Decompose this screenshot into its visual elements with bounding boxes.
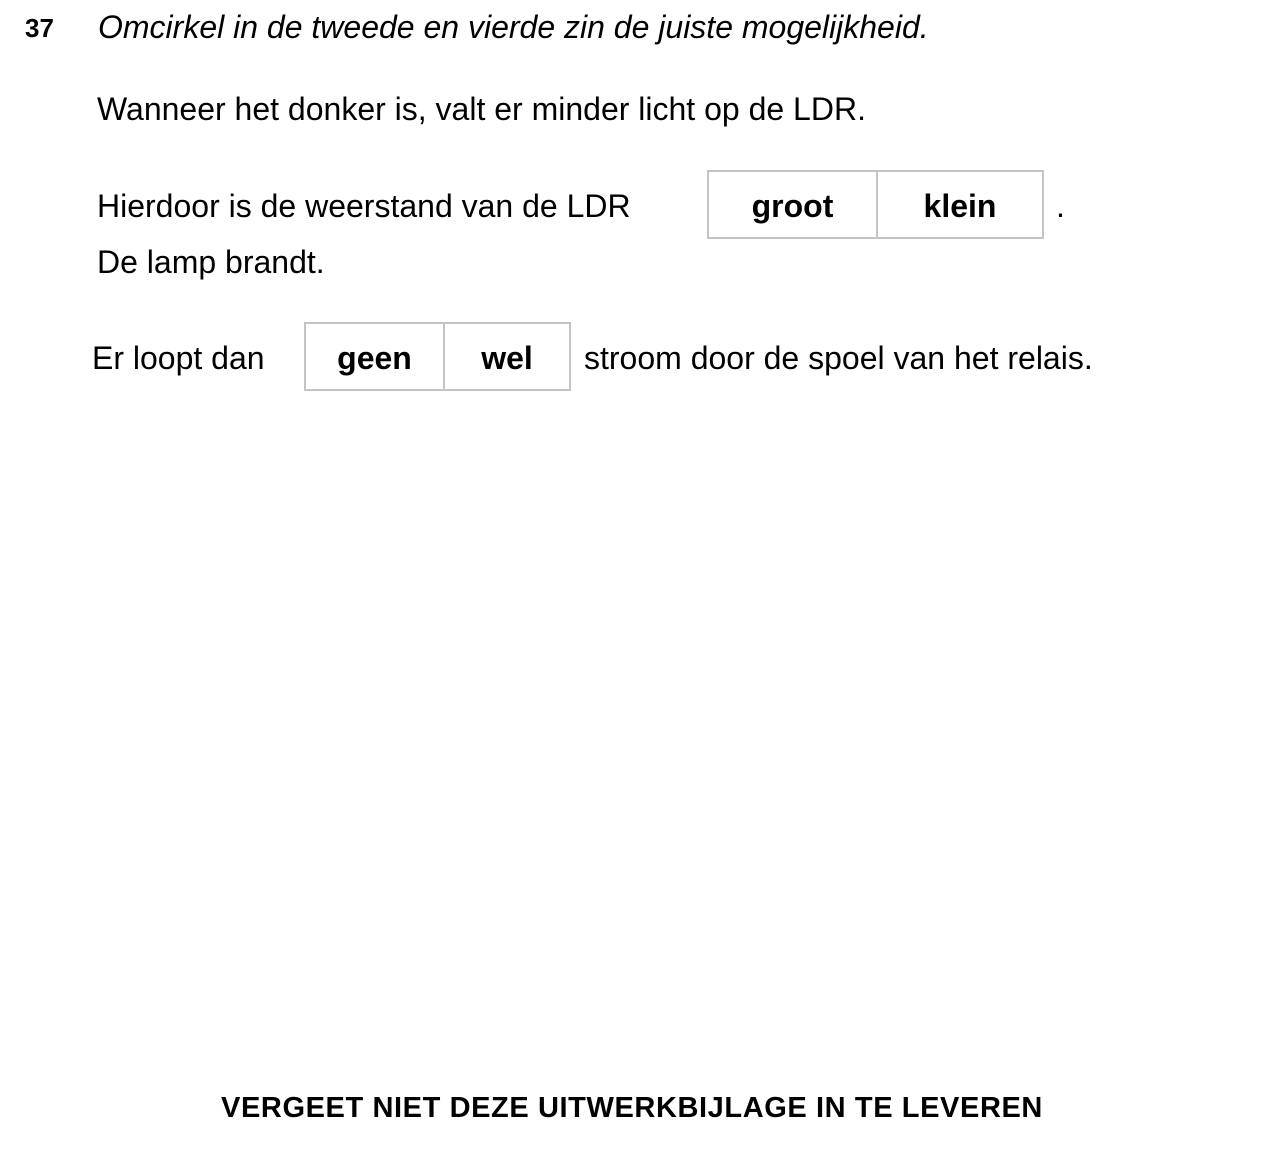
option-geen[interactable]: geen: [337, 340, 412, 376]
sentence-4-ending: stroom door de spoel van het relais.: [584, 340, 1093, 376]
sentence-3: De lamp brandt.: [97, 244, 325, 280]
sentence-4-text: Er loopt dan: [92, 340, 265, 376]
option-wel[interactable]: wel: [443, 324, 569, 389]
question-number: 37: [25, 13, 54, 43]
sentence-2-period: .: [1056, 188, 1065, 224]
option-groot[interactable]: groot: [751, 188, 834, 224]
question-instruction: Omcirkel in de tweede en vierde zin de juiste mogelijkheid.: [98, 9, 929, 45]
choice-box-resistance: [707, 170, 1044, 239]
option-klein[interactable]: klein: [876, 172, 1042, 237]
sentence-1: Wanneer het donker is, valt er minder licht op de LDR.: [97, 91, 866, 127]
sentence-2-text: Hierdoor is de weerstand van de LDR: [97, 188, 631, 224]
footer-notice: VERGEET NIET DEZE UITWERKBIJLAGE IN TE LEVEREN: [221, 1092, 1043, 1124]
choice-box-current: [304, 322, 571, 391]
